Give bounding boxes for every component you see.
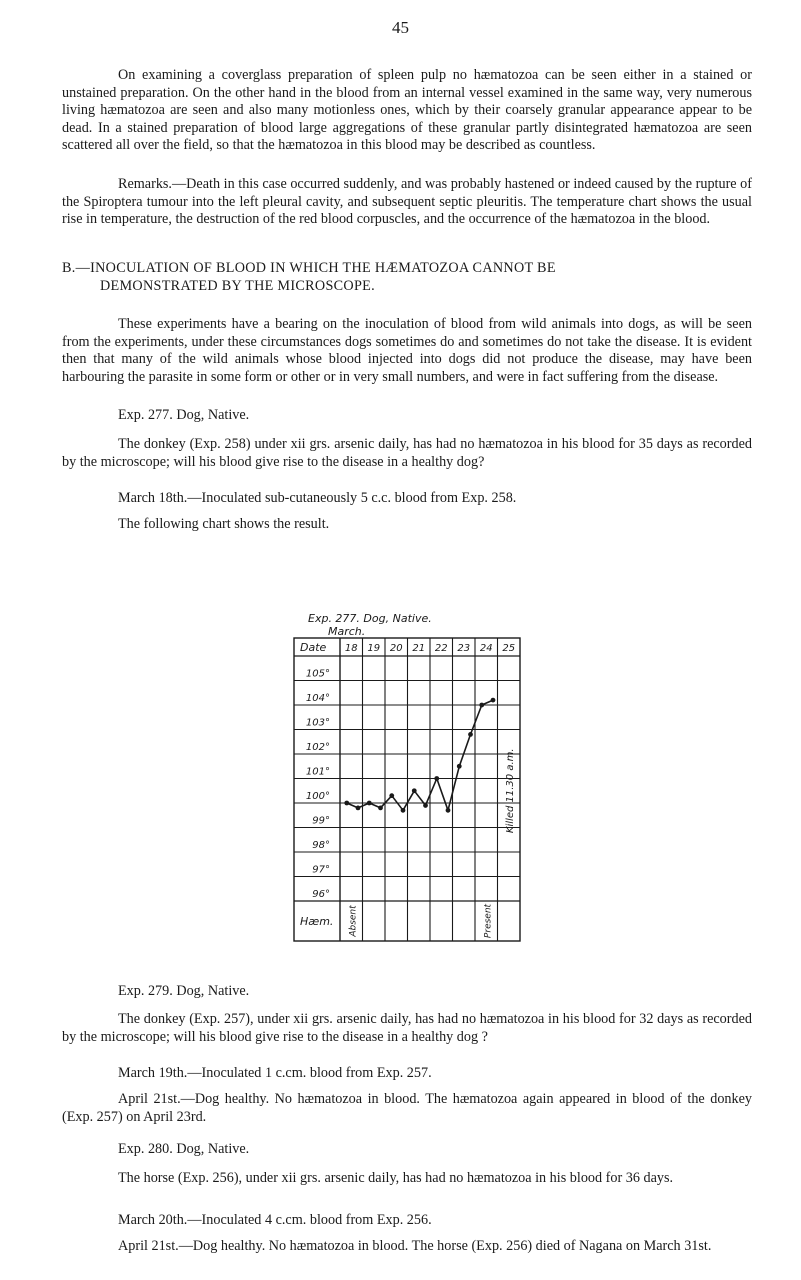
temperature-point (344, 801, 349, 806)
temperature-point (378, 806, 383, 811)
exp277-title: Exp. 277. Dog, Native. (118, 407, 250, 423)
temperature-point (367, 801, 372, 806)
chart-day-label: 18 (344, 643, 358, 654)
exp280-paragraph-march20: March 20th.—Inoculated 4 c.cm. blood from Exp. 256. (118, 1212, 432, 1228)
chart-title-line2: March. (328, 625, 366, 638)
chart-y-tick-label: 99° (312, 815, 330, 827)
chart-haem-annotation: Absent (348, 905, 359, 937)
exp277-paragraph-march18: March 18th.—Inoculated sub-cutaneously 5 c.c. blood from Exp. 258. (118, 490, 517, 506)
chart-y-tick-label: 101° (305, 766, 330, 778)
paragraph-remarks: Remarks.—Death in this case occurred suddenly, and was probably hastened or indeed caused by the rupture of the Spiroptera tumour into the left pleural cavity, and subsequent septic pleuritis. The temperature chart shows the usual rise in temperature, the destruction of the red blood corpuscles, and the occurrence of the hæmatozoa in the blood. (62, 176, 752, 228)
exp277-paragraph-chart-intro: The following chart shows the result. (118, 516, 330, 532)
exp280-paragraph-april21: April 21st.—Dog healthy. No hæmatozoa in blood. The horse (Exp. 256) died of Nagana on March 31st. (118, 1238, 712, 1254)
temperature-point (423, 803, 428, 808)
exp277-paragraph-donkey: The donkey (Exp. 258) under xii grs. arsenic daily, has had no hæmatozoa in his blood for 35 days as recorded by the microscope; will his blood give rise to the disease in a healthy dog? (62, 436, 752, 470)
section-heading-line2: DEMONSTRATED BY THE MICROSCOPE. (100, 278, 375, 294)
temperature-point (412, 788, 417, 793)
paragraph-spleen-examination: On examining a coverglass preparation of spleen pulp no hæmatozoa can be seen either in a stained or unstained preparation. On the other hand in the blood from an internal vessel examined in the same way, very numerous living hæmatozoa are seen and also many motionless ones, which by their coarsely granular appearance appear to be dead. In a stained preparation of blood large aggregations of these granular partly disintegrated hæmatozoa are seen scattered all over the field, so that the hæmatozoa in this blood may be described as countless. (62, 67, 752, 154)
paragraph-inoculation-bearing: These experiments have a bearing on the inoculation of blood from wild animals into dogs, as will be seen from the experiments, under these circumstances dogs sometimes do and sometimes do not take the disease. It is evident then that many of the wild animals whose blood injected into dogs did not produce the disease, may have been harbouring the parasite in some form or other or in very small numbers, and were in fact suffering from the disease. (62, 316, 752, 385)
chart-haem-label: Hæm. (300, 915, 334, 928)
page-number: 45 (392, 18, 409, 37)
exp280-title: Exp. 280. Dog, Native. (118, 1141, 250, 1157)
chart-date-header: Date (300, 641, 327, 654)
temperature-point (468, 732, 473, 737)
exp279-title: Exp. 279. Dog, Native. (118, 983, 250, 999)
temperature-point (401, 808, 406, 813)
chart-day-label: 25 (502, 643, 516, 654)
chart-title-line1: Exp. 277. Dog, Native. (308, 612, 432, 625)
chart-day-label: 19 (367, 643, 381, 654)
chart-day-label: 23 (457, 643, 471, 654)
exp279-paragraph-march19: March 19th.—Inoculated 1 c.cm. blood from Exp. 257. (118, 1065, 432, 1081)
exp280-paragraph-horse: The horse (Exp. 256), under xii grs. arsenic daily, has had no hæmatozoa in his blood for 36 days. (118, 1170, 674, 1186)
section-heading (62, 259, 752, 295)
chart-haem-annotation: Present (483, 903, 494, 939)
chart-title (308, 612, 432, 638)
temperature-point (491, 698, 496, 703)
temperature-point (457, 764, 462, 769)
chart-day-label: 22 (434, 643, 448, 654)
chart-day-label: 20 (389, 643, 403, 654)
section-heading-line1: B.—INOCULATION OF BLOOD IN WHICH THE HÆMATOZOA CANNOT BE (62, 260, 556, 276)
chart-y-tick-label: 102° (305, 742, 330, 753)
temperature-line (347, 700, 493, 810)
temperature-chart (292, 636, 524, 976)
temperature-point (479, 703, 484, 708)
chart-y-tick-label: 96° (312, 889, 330, 900)
chart-killed-annotation: Killed 11.30 a.m. (504, 748, 516, 834)
chart-y-tick-label: 105° (305, 668, 330, 680)
chart-y-tick-label: 98° (312, 840, 330, 851)
chart-y-tick-label: 100° (305, 791, 330, 802)
temperature-point (446, 808, 451, 813)
temperature-point (389, 793, 394, 798)
temperature-point (434, 776, 439, 781)
chart-day-label: 24 (479, 643, 493, 654)
exp279-paragraph-april21: April 21st.—Dog healthy. No hæmatozoa in blood. The hæmatozoa again appeared in blood of the donkey (Exp. 257) on April 23rd. (62, 1091, 752, 1125)
temperature-point (356, 806, 361, 811)
chart-y-tick-label: 97° (312, 864, 330, 876)
chart-day-label: 21 (412, 643, 426, 654)
exp279-paragraph-donkey: The donkey (Exp. 257), under xii grs. arsenic daily, has had no hæmatozoa in his blood for 32 days as recorded by the microscope; will his blood give rise to the disease in a healthy dog ? (62, 1011, 752, 1045)
chart-y-tick-label: 104° (305, 693, 330, 704)
chart-y-tick-label: 103° (305, 717, 330, 729)
